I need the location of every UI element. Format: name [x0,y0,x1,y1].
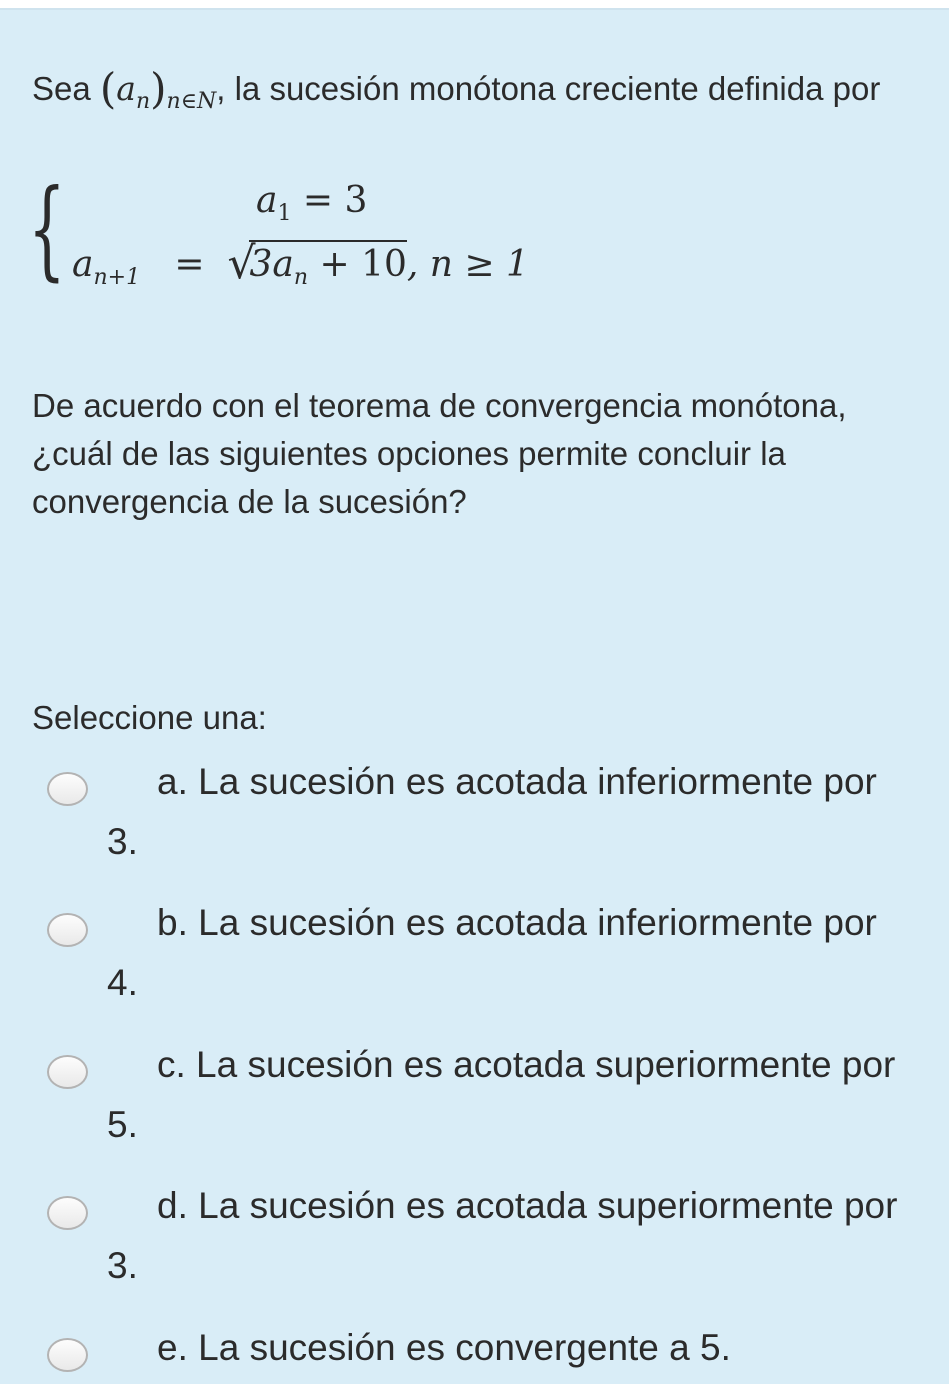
option-b-label[interactable]: b. La sucesión es acotada inferiormente por 4. [107,902,877,1003]
option-a-label[interactable]: a. La sucesión es acotada inferiormente por 3. [107,761,877,862]
question-text: De acuerdo con el teorema de convergencia monótona, ¿cuál de las siguientes opciones permite concluir la convergencia de la sucesión? [32,387,847,520]
option-c-label[interactable]: c. La sucesión es acotada superiormente por 5. [107,1044,896,1145]
square-root: √ $3a_n + 10$ [227,238,407,290]
radio-option-b[interactable] [47,913,88,947]
radicand-term: 3a [249,244,294,285]
top-divider [0,0,949,8]
intro-rest: , la sucesión monótona creciente definida por [216,70,881,107]
sequence-notation: $(a_n)_{n\in N}$ [99,64,217,114]
equation-initial: $a_1 = 3$ [256,180,368,226]
radio-option-e[interactable] [47,1338,88,1372]
intro-word-sea: Sea [32,70,91,107]
select-label: Seleccione una: [32,699,267,736]
option-e-label[interactable]: e. La sucesión es convergente a 5. [157,1327,731,1368]
radio-option-d[interactable] [47,1196,88,1230]
left-brace: { [28,167,66,292]
question-panel [0,8,949,1384]
equation-recurrence: $a_{n+1}$ = √ $3a_n + 10$, n ≥ 1 [72,238,529,290]
radio-option-c[interactable] [47,1055,88,1089]
radio-option-a[interactable] [47,772,88,806]
recurrence-system [28,167,628,306]
question-intro [32,62,912,118]
option-d-label[interactable]: d. La sucesión es acotada superiormente por 3. [107,1185,898,1286]
